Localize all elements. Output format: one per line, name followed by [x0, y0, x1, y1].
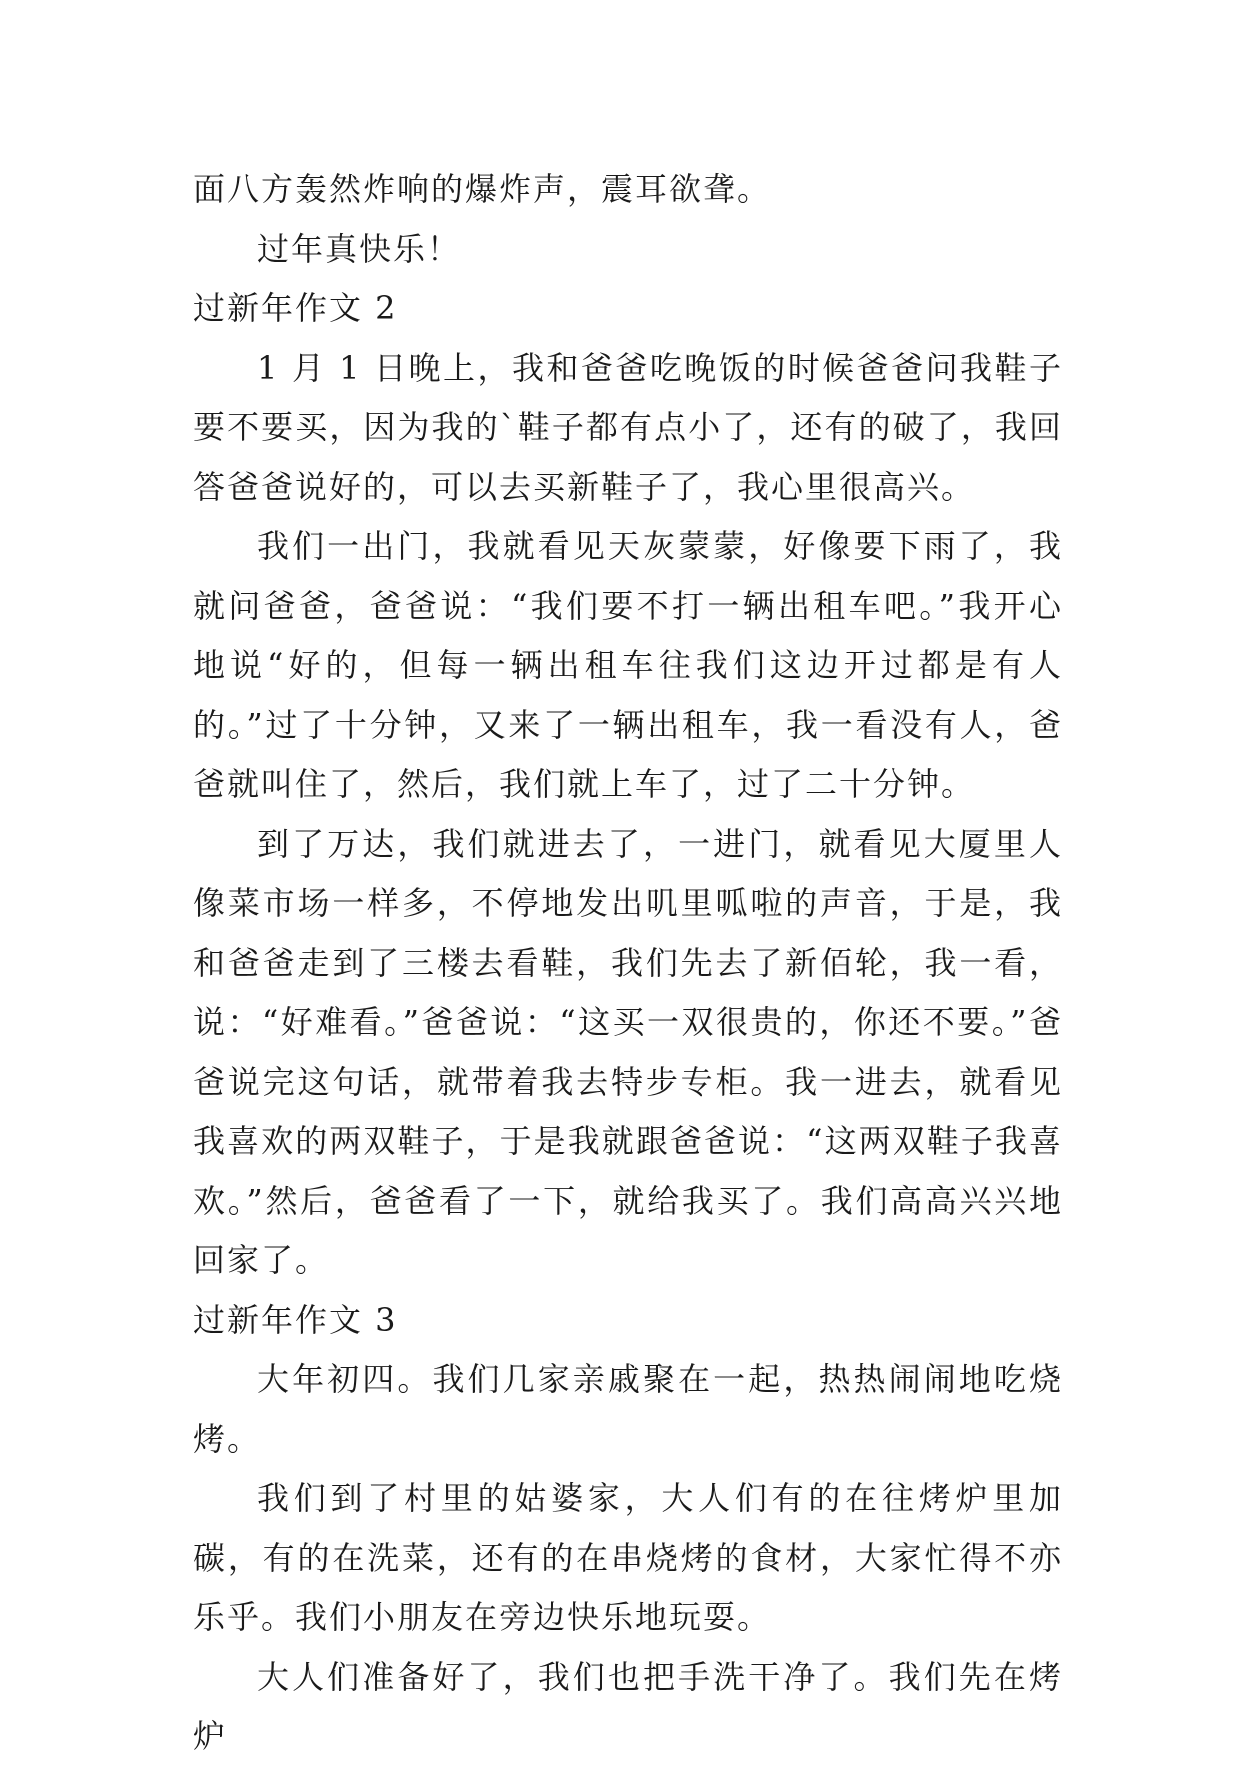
paragraph-taxi: 我们一出门，我就看见天灰蒙蒙，好像要下雨了，我就问爸爸，爸爸说：“我们要不打一辆出租车吧。”我开心地说“好的，但每一辆出租车往我们这边开过都是有人的。”过了十分钟，又来了一辆出租车，我一看没有人，爸爸就叫住了，然后，我们就上车了，过了二十分钟。	[193, 527, 1063, 803]
paragraph-continuation: 面八方轰然炸响的爆炸声，震耳欲聋。	[193, 170, 772, 208]
essay-heading-2: 过新年作文 2	[193, 289, 398, 327]
paragraph-fourth-day: 大年初四。我们几家亲戚聚在一起，热热闹闹地吃烧烤。	[193, 1360, 1063, 1458]
paragraph-happy-new-year: 过年真快乐！	[257, 229, 462, 268]
essay-heading-3: 过新年作文 3	[193, 1300, 398, 1339]
paragraph-preparation: 大人们准备好了，我们也把手洗干净了。我们先在烤炉	[193, 1657, 1063, 1755]
paragraph-wanda-shopping: 到了万达，我们就进去了，一进门，就看见大厦里人像菜市场一样多，不停地发出叽里呱啦的声音，于是，我和爸爸走到了三楼去看鞋，我们先去了新佰轮，我一看，说：“好难看。”爸爸说：“这买一双很贵的，你还不要。”爸爸说完这句话，就带着我去特步专柜。我一进去，就看见我喜欢的两双鞋子，于是我就跟爸爸说：“这两双鞋子我喜欢。”然后，爸爸看了一下，就给我买了。我们高高兴兴地回家了。	[193, 824, 1063, 1279]
paragraph-shoes-question: 1 月 1 日晚上，我和爸爸吃晚饭的时候爸爸问我鞋子要不要买，因为我的`鞋子都有点小了，还有的破了，我回答爸爸说好的，可以去买新鞋子了，我心里很高兴。	[193, 348, 1063, 506]
document-body	[193, 160, 1063, 1767]
paragraph-aunt-house: 我们到了村里的姑婆家，大人们有的在往烤炉里加碳，有的在洗菜，还有的在串烧烤的食材，大家忙得不亦乐乎。我们小朋友在旁边快乐地玩耍。	[193, 1479, 1063, 1636]
